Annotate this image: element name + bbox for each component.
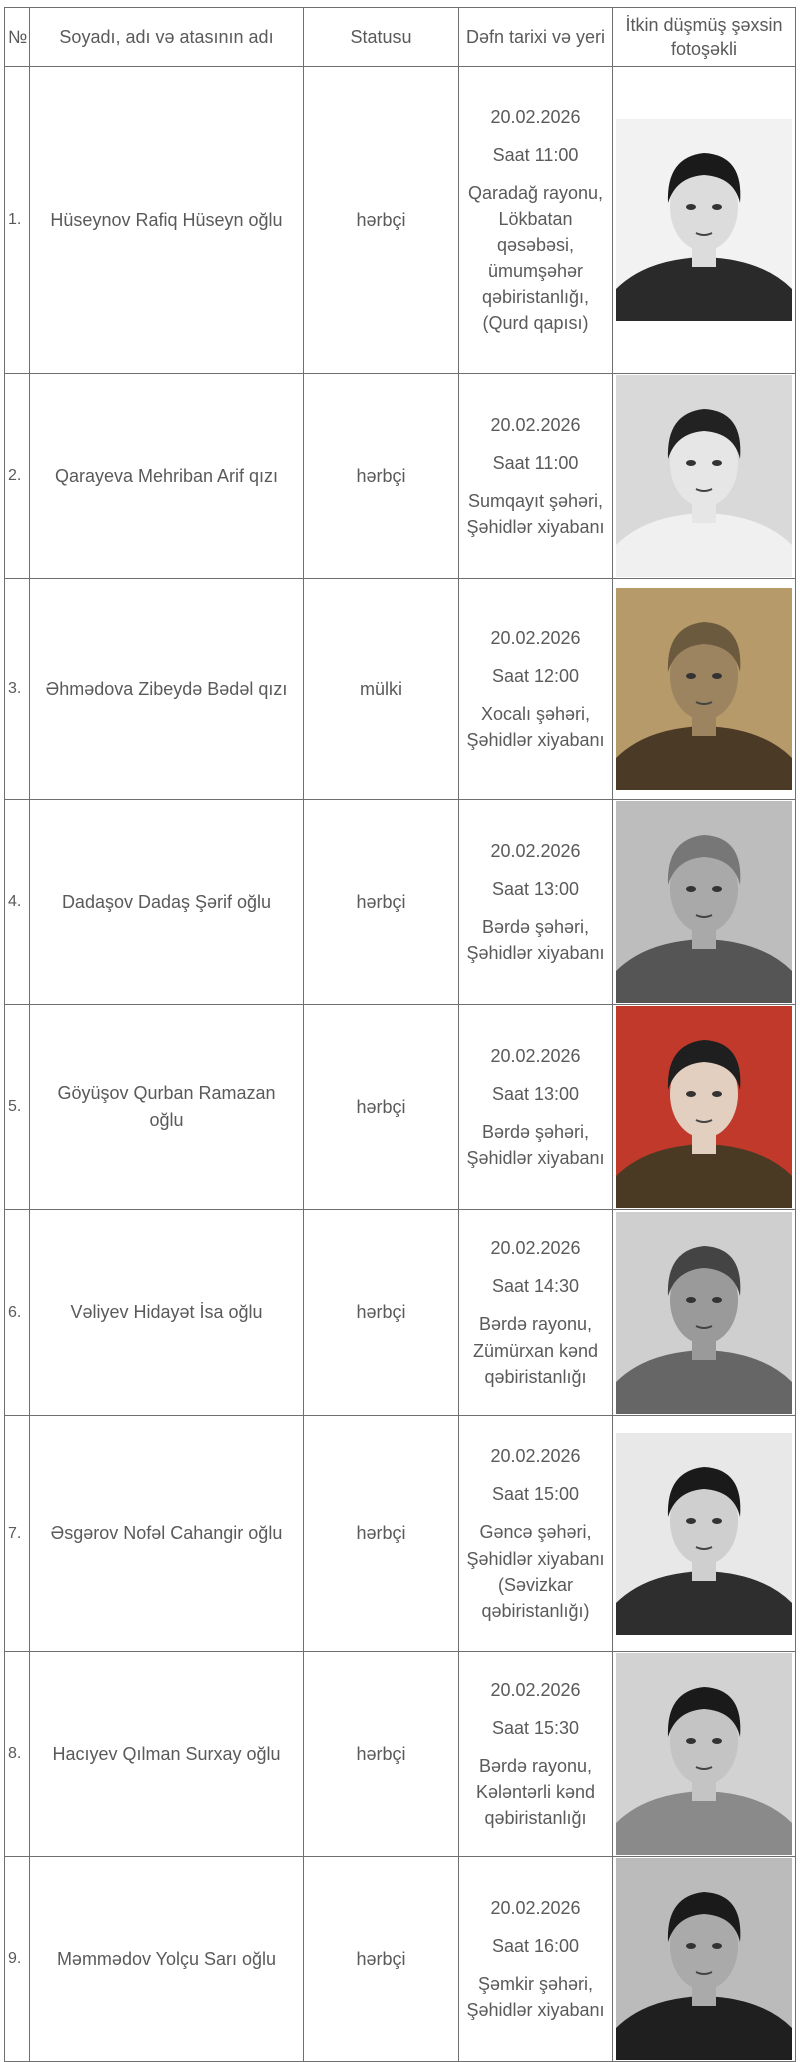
row-number: 2. [5, 374, 30, 579]
table-row [5, 1416, 796, 1652]
person-name: Məmmədov Yolçu Sarı oğlu [30, 1857, 304, 2062]
burial-place: Bərdə rayonu, Kələntərli kənd qəbiristanlığı [475, 1755, 596, 1829]
table-row [5, 374, 796, 579]
photo-cell [613, 374, 796, 579]
burial-info [459, 1652, 613, 1857]
header-name: Soyadı, adı və atasının adı [30, 8, 304, 67]
table-row [5, 1652, 796, 1857]
burial-date: 20.02.2026 [490, 627, 581, 648]
person-status: mülki [304, 579, 459, 800]
table-row [5, 1005, 796, 1210]
burial-info [459, 1005, 613, 1210]
burial-time: Saat 11:00 [492, 452, 579, 473]
burial-info [459, 67, 613, 374]
person-name: Göyüşov Qurban Ramazan oğlu [30, 1005, 304, 1210]
portrait-photo [616, 119, 792, 321]
burial-date: 20.02.2026 [490, 414, 581, 435]
person-status: hərbçi [304, 800, 459, 1005]
row-number: 1. [5, 67, 30, 374]
row-number: 7. [5, 1416, 30, 1652]
portrait-photo [616, 1653, 792, 1855]
burial-time: Saat 16:00 [491, 1935, 580, 1956]
table-row [5, 1857, 796, 2062]
photo-cell [613, 67, 796, 374]
burial-time: Saat 12:00 [491, 665, 580, 686]
person-name: Qarayeva Mehriban Arif qızı [30, 374, 304, 579]
burial-info [459, 1416, 613, 1652]
portrait-photo [616, 375, 792, 577]
photo-cell [613, 1416, 796, 1652]
table-row [5, 800, 796, 1005]
burial-date: 20.02.2026 [490, 1679, 581, 1700]
burial-place: Qaradağ rayonu, Lökbatan qəsəbəsi, ümumşəhər qəbiristanlığı, (Qurd qapısı) [467, 182, 604, 334]
person-status: hərbçi [304, 1210, 459, 1416]
burial-date: 20.02.2026 [490, 840, 581, 861]
burial-place: Gəncə şəhəri, Şəhidlər xiyabanı (Səvizkar qəbiristanlığı) [466, 1522, 605, 1621]
burial-info [459, 374, 613, 579]
burial-time: Saat 15:00 [491, 1484, 580, 1505]
row-number: 8. [5, 1652, 30, 1857]
burial-time: Saat 13:00 [491, 878, 580, 899]
header-date: Dəfn tarixi və yeri [459, 8, 613, 67]
person-status: hərbçi [304, 1416, 459, 1652]
header-num: № [5, 8, 30, 67]
row-number: 4. [5, 800, 30, 1005]
burial-info [459, 800, 613, 1005]
row-number: 6. [5, 1210, 30, 1416]
table-row [5, 67, 796, 374]
burial-date: 20.02.2026 [490, 1446, 581, 1467]
burial-place: Xocalı şəhəri, Şəhidlər xiyabanı [466, 704, 605, 751]
burial-date: 20.02.2026 [490, 1045, 581, 1066]
portrait-photo [616, 588, 792, 790]
burial-time: Saat 15:30 [491, 1717, 580, 1738]
portrait-photo [616, 801, 792, 1003]
table-row [5, 1210, 796, 1416]
burial-time: Saat 11:00 [492, 144, 579, 165]
burial-info [459, 1210, 613, 1416]
burial-date: 20.02.2026 [490, 106, 581, 127]
burial-time: Saat 14:30 [491, 1276, 580, 1297]
person-status: hərbçi [304, 1652, 459, 1857]
person-status: hərbçi [304, 1857, 459, 2062]
burial-place: Şəmkir şəhəri, Şəhidlər xiyabanı [466, 1974, 605, 2021]
person-name: Əhmədova Zibeydə Bədəl qızı [30, 579, 304, 800]
photo-cell [613, 1210, 796, 1416]
photo-cell [613, 1005, 796, 1210]
burial-place: Sumqayıt şəhəri, Şəhidlər xiyabanı [466, 491, 605, 538]
portrait-photo [616, 1433, 792, 1635]
photo-cell [613, 800, 796, 1005]
photo-cell [613, 1857, 796, 2062]
burial-time: Saat 13:00 [491, 1083, 580, 1104]
person-status: hərbçi [304, 67, 459, 374]
person-name: Əsgərov Nofəl Cahangir oğlu [30, 1416, 304, 1652]
person-status: hərbçi [304, 1005, 459, 1210]
row-number: 5. [5, 1005, 30, 1210]
person-name: Vəliyev Hidayət İsa oğlu [30, 1210, 304, 1416]
burial-table [4, 7, 796, 2062]
row-number: 9. [5, 1857, 30, 2062]
header-status: Statusu [304, 8, 459, 67]
burial-info [459, 1857, 613, 2062]
portrait-photo [616, 1212, 792, 1414]
photo-cell [613, 1652, 796, 1857]
person-status: hərbçi [304, 374, 459, 579]
header-photo: İtkin düşmüş şəxsin fotoşəkli [613, 8, 796, 67]
row-number: 3. [5, 579, 30, 800]
person-name: Dadaşov Dadaş Şərif oğlu [30, 800, 304, 1005]
burial-date: 20.02.2026 [490, 1897, 581, 1918]
photo-cell [613, 579, 796, 800]
burial-place: Bərdə rayonu, Zümürxan kənd qəbiristanlığı [472, 1314, 599, 1387]
portrait-photo [616, 1858, 792, 2060]
person-name: Hüseynov Rafiq Hüseyn oğlu [30, 67, 304, 374]
burial-place: Bərdə şəhəri, Şəhidlər xiyabanı [466, 1122, 605, 1169]
burial-place: Bərdə şəhəri, Şəhidlər xiyabanı [466, 917, 605, 964]
burial-date: 20.02.2026 [490, 1238, 581, 1259]
person-name: Hacıyev Qılman Surxay oğlu [30, 1652, 304, 1857]
header-row [5, 8, 796, 67]
portrait-photo [616, 1006, 792, 1208]
burial-info [459, 579, 613, 800]
table-row [5, 579, 796, 800]
